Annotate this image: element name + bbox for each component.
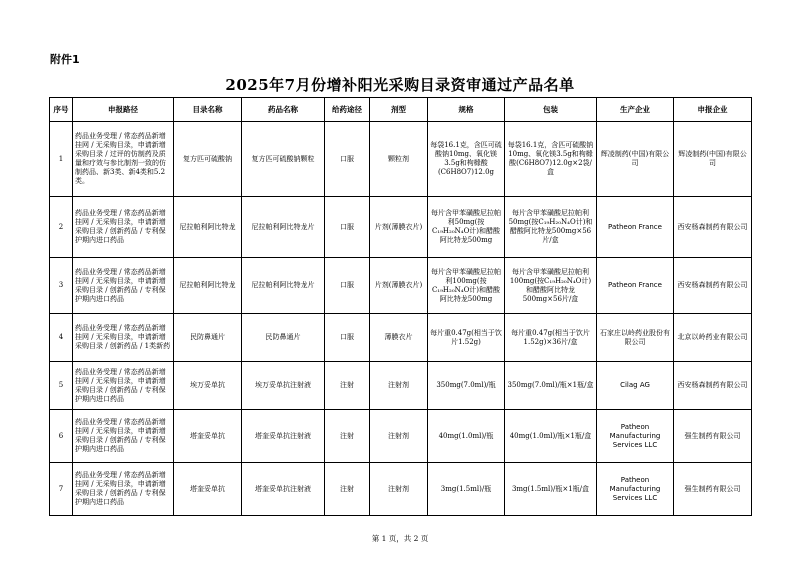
table-row [50,463,752,516]
cell-form: 注射剂 [370,362,428,410]
cell-path: 药品业务受理 / 常态药品新增挂网 / 无采购目录，申请新增采购目录 / 过评的仿制药及质量和疗效与参比制剂一致的仿制药品、新3类、新4类和5.2类。 [73,122,174,197]
cell-drug: 埃万妥单抗注射液 [242,362,325,410]
table-row [50,197,752,258]
cell-drug: 塔奎妥单抗注射液 [242,410,325,463]
cell-form: 颗粒剂 [370,122,428,197]
header-pack: 包装 [505,98,597,122]
cell-catalog: 塔奎妥单抗 [174,463,242,516]
cell-maker: Patheon Manufacturing Services LLC [597,463,674,516]
cell-spec: 40mg(1.0ml)/瓶 [428,410,505,463]
table-row [50,410,752,463]
cell-catalog: 复方匹可硫酸钠 [174,122,242,197]
header-path: 申报路径 [73,98,174,122]
header-drug: 药品名称 [242,98,325,122]
cell-applicant: 西安杨森制药有限公司 [674,258,752,314]
header-spec: 规格 [428,98,505,122]
cell-route: 注射 [325,410,370,463]
cell-drug: 尼拉帕利阿比特龙片 [242,197,325,258]
header-no: 序号 [50,98,73,122]
cell-path: 药品业务受理 / 常态药品新增挂网 / 无采购目录，申请新增采购目录 / 创新药品 / 1类新药 [73,314,174,362]
header-catalog: 目录名称 [174,98,242,122]
cell-route: 口服 [325,122,370,197]
cell-drug: 民防鼻通片 [242,314,325,362]
cell-form: 片剂(薄膜衣片) [370,258,428,314]
document-title: 2025年7月份增补阳光采购目录资审通过产品名单 [225,76,575,94]
cell-applicant: 强生制药有限公司 [674,463,752,516]
cell-path: 药品业务受理 / 常态药品新增挂网 / 无采购目录，申请新增采购目录 / 创新药品 / 专利保护期内进口药品 [73,410,174,463]
cell-maker: 辉凌制药(中国)有限公司 [597,122,674,197]
cell-spec: 每片含甲苯磺酸尼拉帕利50mg(按C₁₉H₂₀N₄O计)和醋酸阿比特龙500mg [428,197,505,258]
cell-applicant: 强生制药有限公司 [674,410,752,463]
table-row [50,258,752,314]
cell-maker: Patheon France [597,197,674,258]
cell-pack: 40mg(1.0ml)/瓶×1瓶/盒 [505,410,597,463]
cell-no: 7 [50,463,73,516]
cell-maker: Cilag AG [597,362,674,410]
cell-no: 6 [50,410,73,463]
cell-route: 口服 [325,197,370,258]
table-row [50,362,752,410]
cell-no: 4 [50,314,73,362]
cell-path: 药品业务受理 / 常态药品新增挂网 / 无采购目录，申请新增采购目录 / 创新药品 / 专利保护期内进口药品 [73,258,174,314]
cell-spec: 350mg(7.0ml)/瓶 [428,362,505,410]
cell-pack: 350mg(7.0ml)/瓶×1瓶/盒 [505,362,597,410]
cell-no: 5 [50,362,73,410]
cell-maker: 石家庄以岭药业股份有限公司 [597,314,674,362]
cell-spec: 每袋16.1克，含匹可硫酸钠10mg、氧化镁3.5g和枸橼酸(C6H8O7)12.0g [428,122,505,197]
attachment-label: 附件1 [50,53,80,66]
cell-catalog: 埃万妥单抗 [174,362,242,410]
cell-route: 注射 [325,463,370,516]
cell-spec: 每片重0.47g(相当于饮片1.52g) [428,314,505,362]
cell-route: 口服 [325,314,370,362]
cell-path: 药品业务受理 / 常态药品新增挂网 / 无采购目录，申请新增采购目录 / 创新药品 / 专利保护期内进口药品 [73,197,174,258]
cell-form: 注射剂 [370,410,428,463]
cell-form: 薄膜衣片 [370,314,428,362]
cell-drug: 尼拉帕利阿比特龙片 [242,258,325,314]
cell-applicant: 北京以岭药业有限公司 [674,314,752,362]
cell-drug: 塔奎妥单抗注射液 [242,463,325,516]
table-row [50,314,752,362]
cell-drug: 复方匹可硫酸钠颗粒 [242,122,325,197]
product-table [49,97,752,516]
header-form: 剂型 [370,98,428,122]
cell-applicant: 西安杨森制药有限公司 [674,362,752,410]
cell-applicant: 西安杨森制药有限公司 [674,197,752,258]
cell-form: 注射剂 [370,463,428,516]
table-header-row [50,98,752,122]
cell-maker: Patheon Manufacturing Services LLC [597,410,674,463]
cell-pack: 每片含甲苯磺酸尼拉帕利100mg(按C₁₉H₂₀N₄O计)和醋酸阿比特龙500mg×56片/盒 [505,258,597,314]
cell-catalog: 尼拉帕利阿比特龙 [174,197,242,258]
cell-applicant: 辉凌制药(中国)有限公司 [674,122,752,197]
cell-route: 注射 [325,362,370,410]
header-maker: 生产企业 [597,98,674,122]
cell-spec: 3mg(1.5ml)/瓶 [428,463,505,516]
cell-maker: Patheon France [597,258,674,314]
cell-catalog: 塔奎妥单抗 [174,410,242,463]
cell-catalog: 尼拉帕利阿比特龙 [174,258,242,314]
header-route: 给药途径 [325,98,370,122]
cell-pack: 每片含甲苯磺酸尼拉帕利50mg(按C₁₉H₂₀N₄O计)和醋酸阿比特龙500mg×56片/盒 [505,197,597,258]
header-applicant: 申报企业 [674,98,752,122]
cell-route: 口服 [325,258,370,314]
cell-pack: 每片重0.47g(相当于饮片1.52g)×36片/盒 [505,314,597,362]
cell-spec: 每片含甲苯磺酸尼拉帕利100mg(按C₁₉H₂₀N₄O计)和醋酸阿比特龙500mg [428,258,505,314]
cell-no: 1 [50,122,73,197]
cell-pack: 3mg(1.5ml)/瓶×1瓶/盒 [505,463,597,516]
table-row [50,122,752,197]
cell-no: 3 [50,258,73,314]
cell-catalog: 民防鼻通片 [174,314,242,362]
cell-path: 药品业务受理 / 常态药品新增挂网 / 无采购目录，申请新增采购目录 / 创新药品 / 专利保护期内进口药品 [73,362,174,410]
cell-no: 2 [50,197,73,258]
cell-pack: 每袋16.1克，含匹可硫酸钠10mg、氧化镁3.5g和枸橼酸(C6H8O7)12.0g×2袋/盒 [505,122,597,197]
cell-form: 片剂(薄膜衣片) [370,197,428,258]
cell-path: 药品业务受理 / 常态药品新增挂网 / 无采购目录，申请新增采购目录 / 创新药品 / 专利保护期内进口药品 [73,463,174,516]
page-footer: 第 1 页，共 2 页 [371,534,429,543]
